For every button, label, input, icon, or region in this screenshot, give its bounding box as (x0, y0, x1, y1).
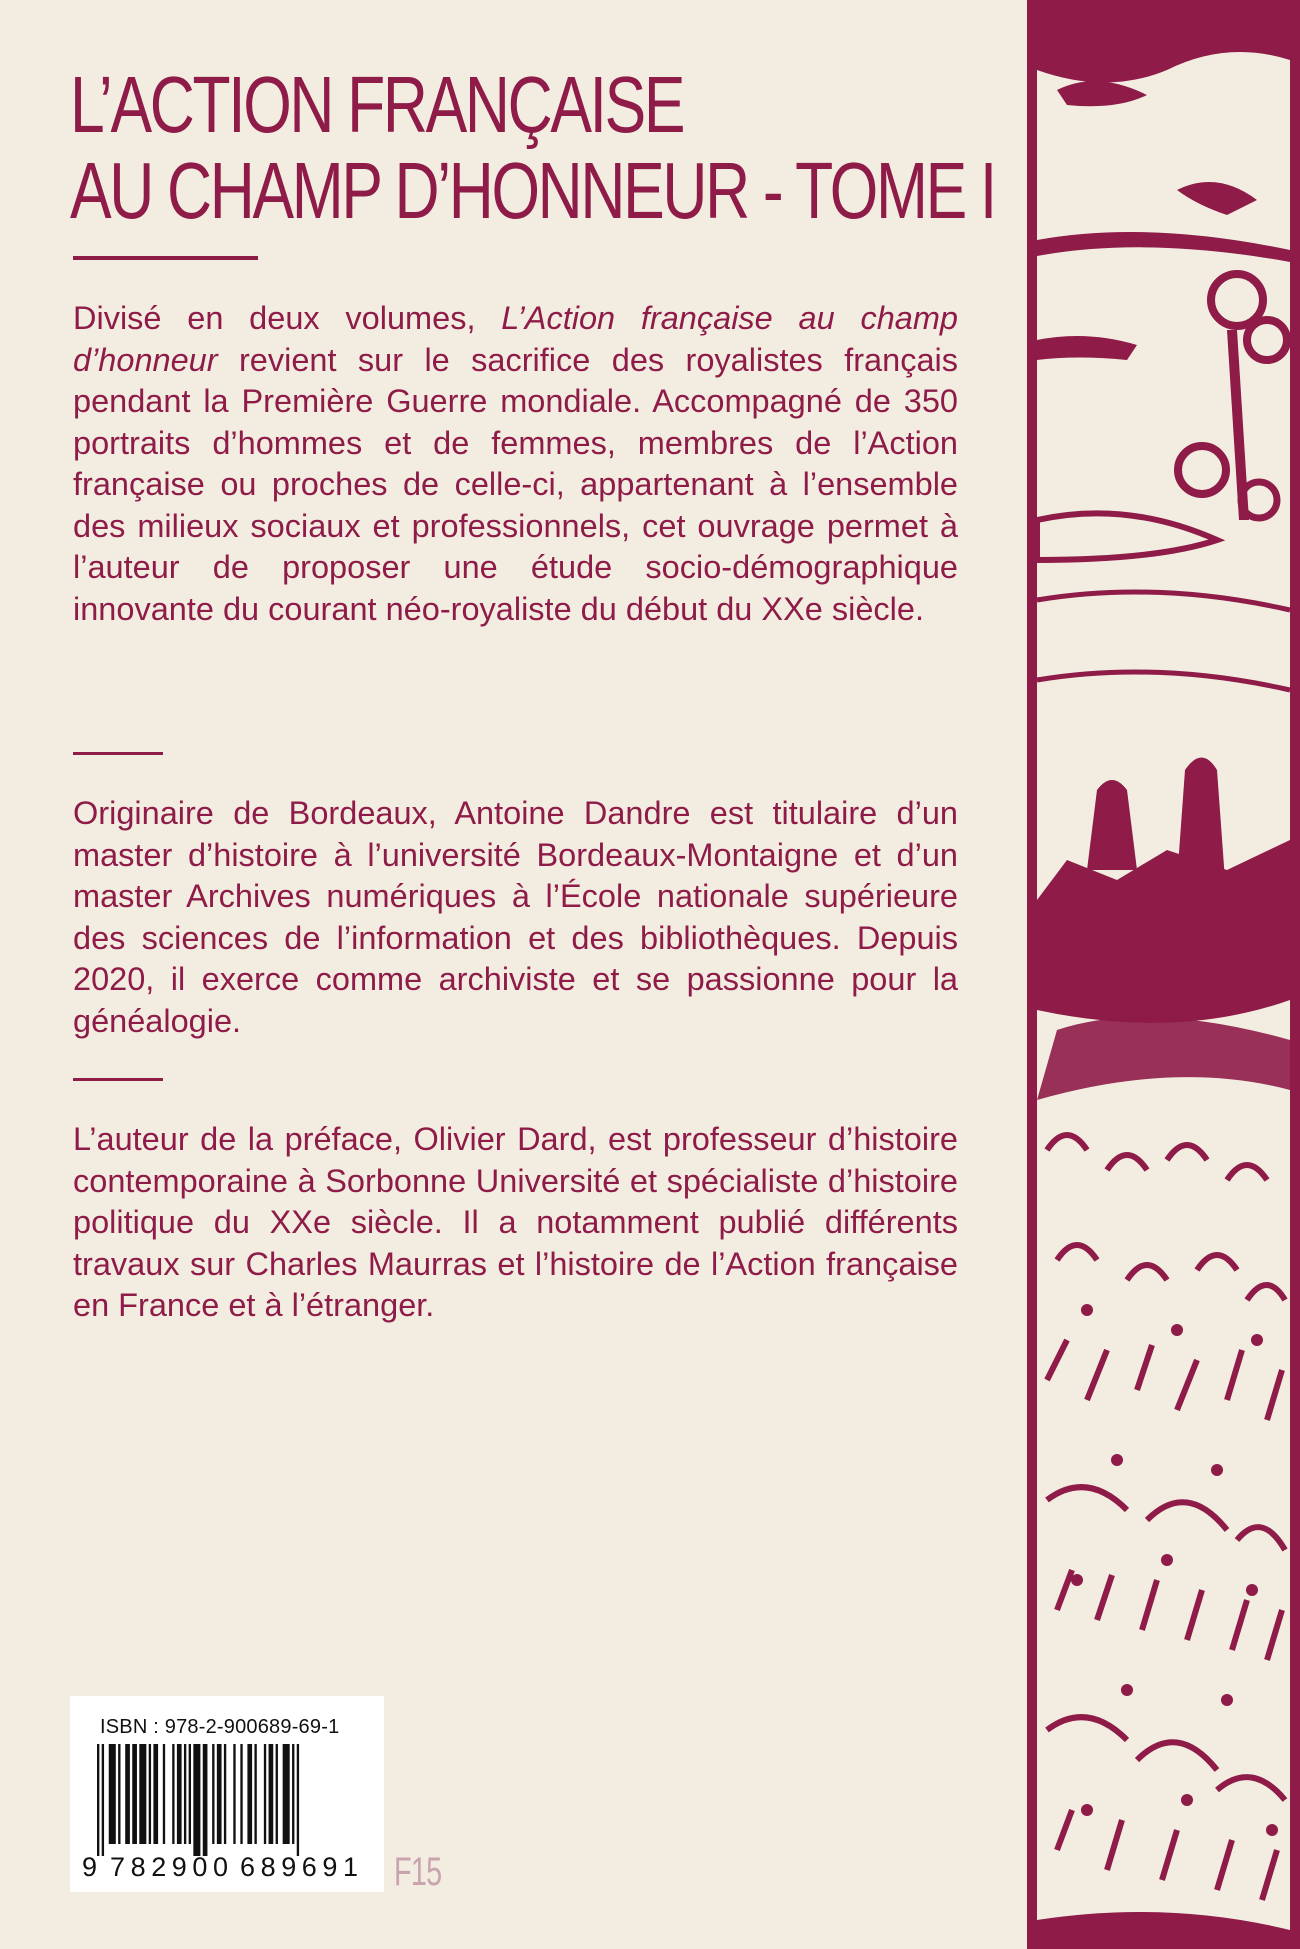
barcode-bar (276, 1744, 278, 1844)
barcode-bar (247, 1744, 252, 1844)
barcode-bar (125, 1744, 130, 1844)
barcode-bar (283, 1744, 290, 1844)
barcode-bar (212, 1744, 214, 1844)
barcode-bar (184, 1744, 186, 1844)
barcode-block (70, 1696, 384, 1892)
barcode-digit-first: 9 (82, 1852, 98, 1882)
section-divider-1 (73, 752, 163, 755)
preface-bio-paragraph: L’auteur de la préface, Olivier Dard, est professeur d’histoire contemporaine à Sorbonne Université et spécialiste d’histoire politique du XXe siècle. Il a notamment publié différents travaux sur Charles Maurras et l’histoire de l’Action française en France et à l’étranger. (73, 1121, 958, 1323)
woodcut-illustration (1027, 0, 1300, 1949)
barcode-bar (193, 1744, 200, 1856)
barcode-bar (153, 1744, 158, 1844)
title-line-1: L’ACTION FRANÇAISE (70, 60, 684, 149)
barcode-bar (254, 1744, 256, 1844)
barcode-bars (97, 1744, 299, 1856)
barcode-bar (97, 1744, 99, 1856)
isbn-label: ISBN : 978-2-900689-69-1 (100, 1716, 340, 1738)
barcode-bar (102, 1744, 104, 1856)
barcode-bar (203, 1744, 208, 1856)
barcode-graphic (70, 1696, 384, 1892)
barcode-bar (292, 1744, 294, 1844)
blurb-lead: Divisé en deux volumes, (73, 300, 502, 336)
title-divider (73, 256, 258, 260)
barcode-bar (132, 1744, 137, 1844)
barcode-bar (189, 1744, 191, 1844)
blurb-rest: revient sur le sacrifice des royalistes français pendant la Première Guerre mondiale. Accompagné de 350 portraits d’hommes et de femmes, membres de l’Action française ou proches de celle-ci, appartenant à l’ensemble des milieux sociaux et professionnels, cet ouvrage permet à l’auteur de proposer une étude socio-démographique innovante du courant néo-royaliste du début du XXe siècle. (73, 341, 958, 627)
barcode-bar (172, 1744, 174, 1844)
blurb-paragraph (73, 298, 958, 630)
barcode-bar (264, 1744, 266, 1844)
blurb-book-title: L’Action française au champ d’honneur (73, 300, 958, 378)
barcode-bar (233, 1744, 235, 1844)
author-bio-paragraph: Originaire de Bordeaux, Antoine Dandre est titulaire d’un master d’histoire à l’université Bordeaux-Montaigne et d’un master Archives numériques à l’École nationale supérieure des sciences de l’information et des bibliothèques. Depuis 2020, il exerce comme archiviste et se passionne pour la généalogie. (73, 795, 958, 1039)
section-divider-2 (73, 1078, 163, 1081)
barcode-bar (149, 1744, 151, 1844)
barcode-bar (139, 1744, 146, 1844)
title-line-2: AU CHAMP D’HONNEUR - TOME I (70, 146, 995, 235)
barcode-bar (177, 1744, 182, 1844)
barcode-digits-right: 689691 (240, 1852, 358, 1882)
barcode-bar (224, 1744, 226, 1844)
price-code: F15 (394, 1850, 442, 1894)
village-mass (1037, 840, 1290, 1023)
barcode-bar (118, 1744, 120, 1844)
barcode-bar (297, 1744, 299, 1856)
barcode-digits-left: 782900 (110, 1852, 228, 1882)
barcode-bar (269, 1744, 274, 1844)
barcode-bar (109, 1744, 116, 1844)
barcode-bar (217, 1744, 222, 1844)
book-title (70, 60, 995, 235)
barcode-bar (240, 1744, 242, 1844)
barcode-bar (163, 1744, 165, 1844)
